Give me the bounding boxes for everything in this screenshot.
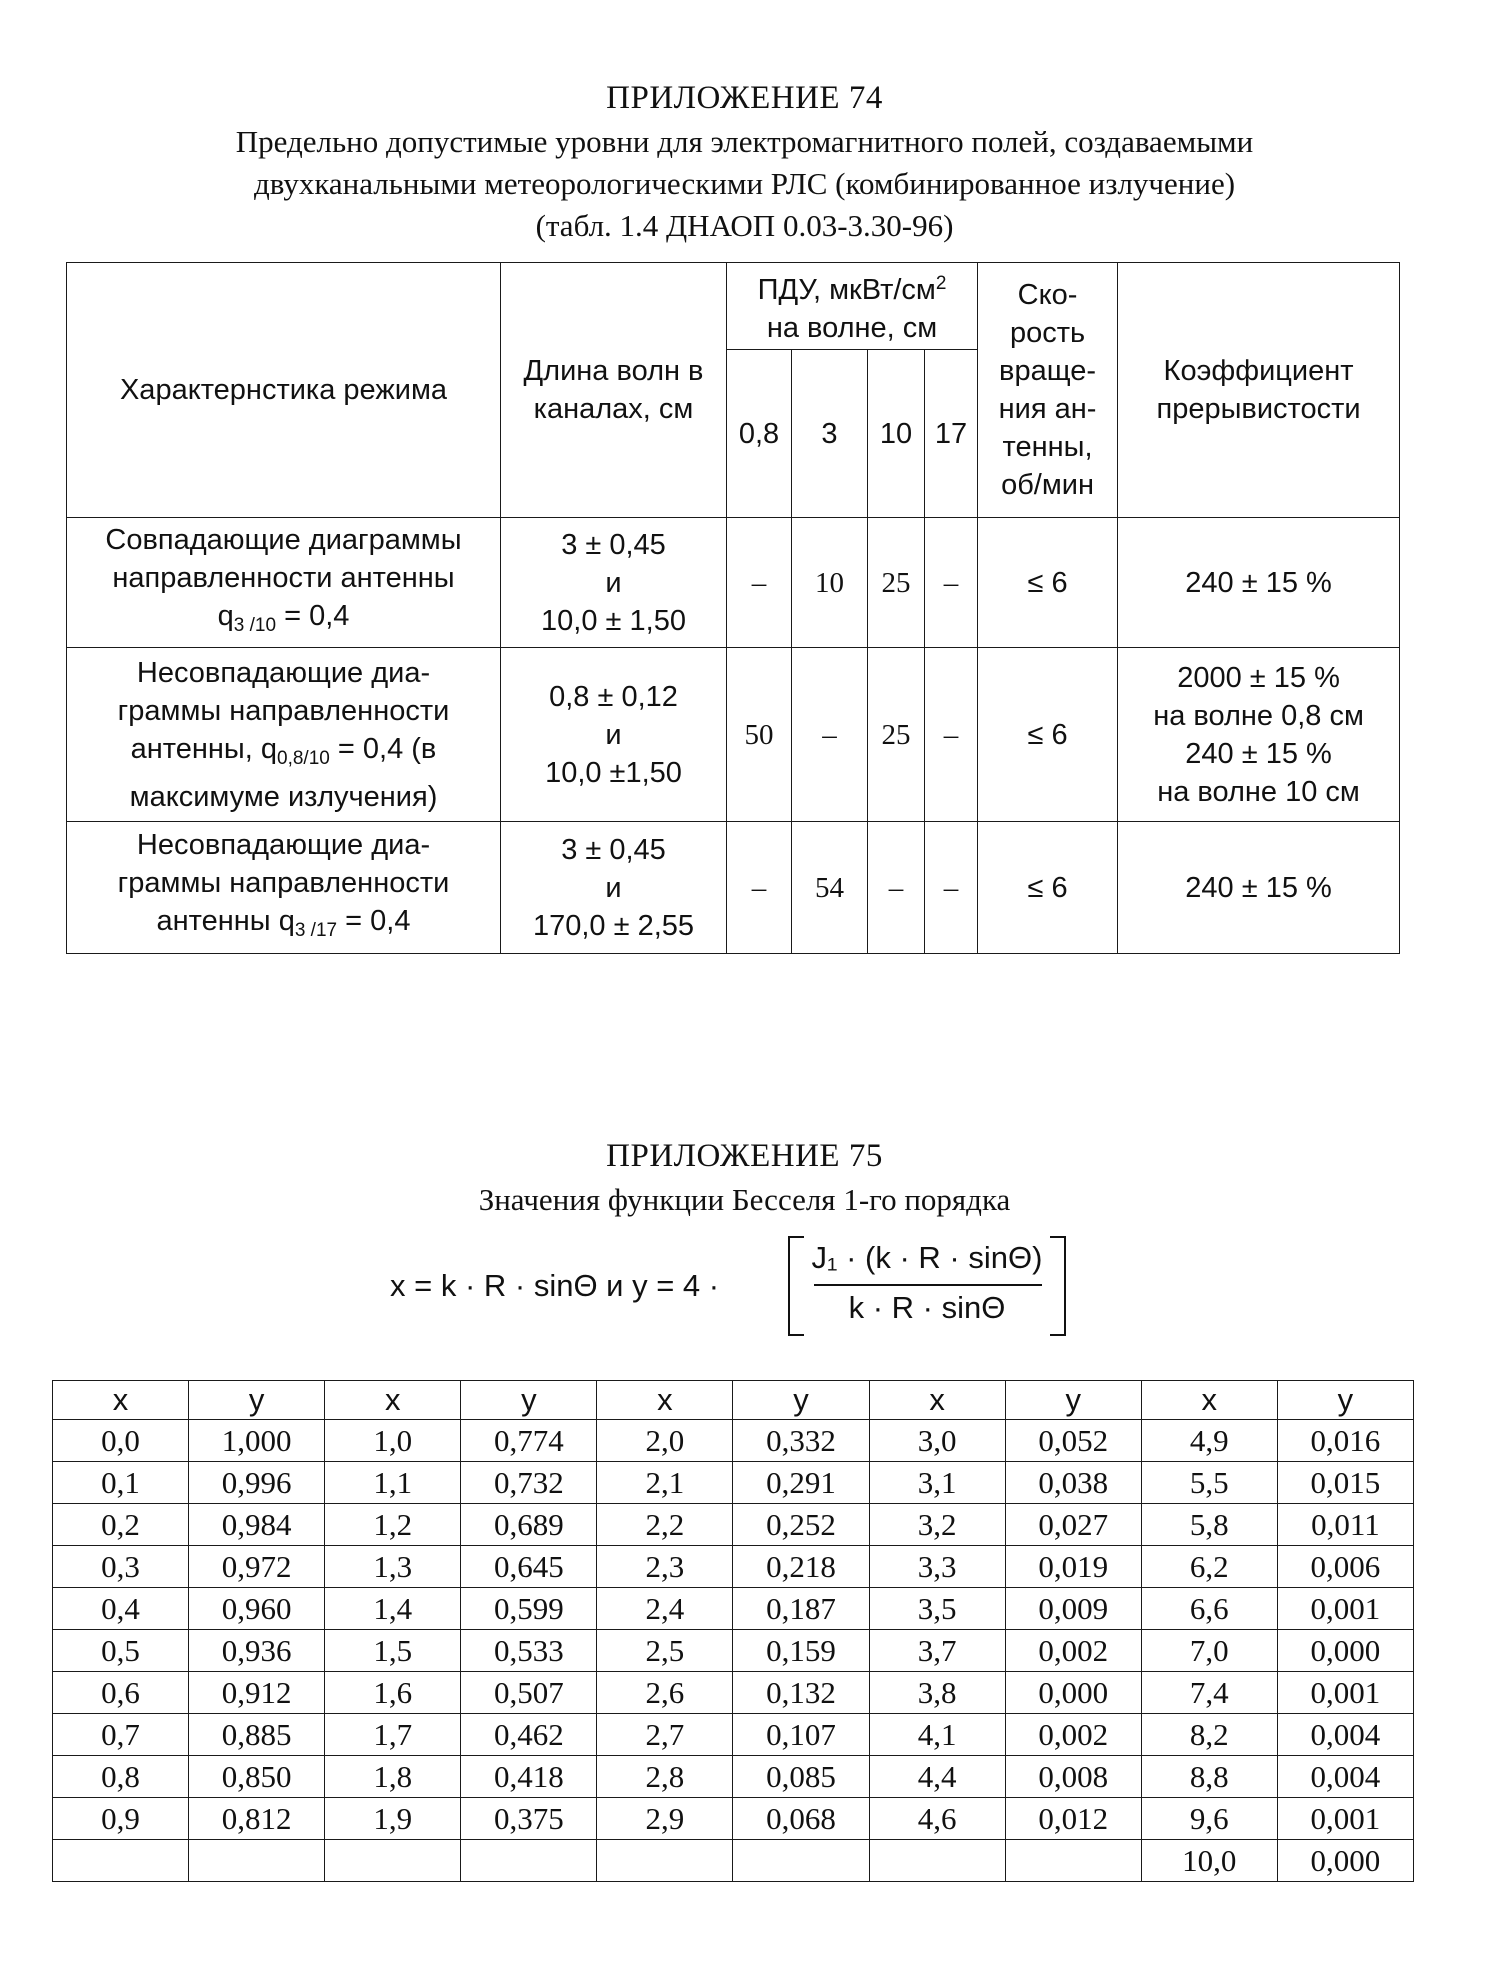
- table-cell: 6,2: [1141, 1546, 1277, 1588]
- table-cell: 1,9: [325, 1798, 461, 1840]
- speed-cell: ≤ 6: [978, 648, 1118, 822]
- header-mode: Характернстика режима: [67, 263, 501, 518]
- appendix-75-heading: ПРИЛОЖЕНИЕ 75: [606, 1138, 883, 1174]
- header-pdu-sup: 2: [935, 273, 947, 294]
- table-cell: 0,019: [1005, 1546, 1141, 1588]
- formula-right-bracket: [1050, 1236, 1066, 1336]
- table-row: [53, 1420, 1414, 1462]
- table-cell: 0,052: [1005, 1420, 1141, 1462]
- mode-q-sub: 3 /17: [294, 919, 338, 941]
- header-speed-line: об/мин: [1001, 469, 1095, 501]
- column-header-x: x: [869, 1381, 1005, 1420]
- header-wavelength: [501, 263, 727, 518]
- table-cell: 2,6: [597, 1672, 733, 1714]
- mode-q-value: = 0,4 (в: [329, 732, 437, 765]
- table-row: [53, 1840, 1414, 1882]
- table-cell: 0,008: [1005, 1756, 1141, 1798]
- table-cell: 0,375: [461, 1798, 597, 1840]
- column-header-x: x: [325, 1381, 461, 1420]
- table-cell: 3,3: [869, 1546, 1005, 1588]
- table-cell: 0,001: [1277, 1672, 1413, 1714]
- table-cell: 0,462: [461, 1714, 597, 1756]
- table-cell: [733, 1840, 869, 1882]
- coef-cell: [1118, 822, 1400, 954]
- wave-line: 170,0 ± 2,55: [532, 909, 695, 942]
- appendix-75-subtitle: Значения функции Бесселя 1-го порядка: [478, 1182, 1011, 1217]
- table-cell: 3,8: [869, 1672, 1005, 1714]
- header-pdu-col: 3: [792, 350, 868, 518]
- table-cell: 0,000: [1277, 1630, 1413, 1672]
- formula-fraction-bar: [814, 1284, 1042, 1286]
- table-cell: 0,000: [1277, 1840, 1413, 1882]
- table-cell: 0,9: [53, 1798, 189, 1840]
- pdu-cell: 25: [868, 648, 925, 822]
- mode-q-value: = 0,4: [337, 904, 411, 937]
- coef-line: на волне 0,8 см: [1153, 699, 1364, 732]
- wave-line: 0,8 ± 0,12: [549, 680, 678, 713]
- column-header-y: y: [1005, 1381, 1141, 1420]
- table-cell: 0,004: [1277, 1714, 1413, 1756]
- table-cell: 4,4: [869, 1756, 1005, 1798]
- pdu-cell: –: [925, 648, 978, 822]
- table-cell: 7,0: [1141, 1630, 1277, 1672]
- table-cell: 0,002: [1005, 1630, 1141, 1672]
- mode-q: антенны, q: [130, 732, 278, 765]
- coef-line: 240 ± 15 %: [1185, 737, 1332, 770]
- table-body: [53, 1420, 1414, 1882]
- formula-numerator: J₁ · (k · R · sinΘ): [811, 1240, 1043, 1275]
- table-cell: 8,8: [1141, 1756, 1277, 1798]
- table-cell: 2,1: [597, 1462, 733, 1504]
- header-wavelength-line: Длина волн в: [523, 355, 704, 387]
- table-cell: 0,689: [461, 1504, 597, 1546]
- table-cell: 0,012: [1005, 1798, 1141, 1840]
- table-cell: 2,3: [597, 1546, 733, 1588]
- table-cell: 0,1: [53, 1462, 189, 1504]
- table-cell: 0,885: [189, 1714, 325, 1756]
- header-pdu-unit: ПДУ, мкВт/см: [757, 274, 936, 306]
- header-coef-line: Коэффициент: [1163, 355, 1354, 387]
- header-pdu-col: 0,8: [727, 350, 792, 518]
- table-row: [53, 1546, 1414, 1588]
- table-cell: 0,850: [189, 1756, 325, 1798]
- pdu-cell: –: [868, 822, 925, 954]
- table-cell: 1,000: [189, 1420, 325, 1462]
- table-cell: 2,7: [597, 1714, 733, 1756]
- table-cell: 1,2: [325, 1504, 461, 1546]
- header-speed-line: тенны,: [1002, 431, 1093, 463]
- mode-cell: [67, 822, 501, 954]
- wavelength-cell: [501, 822, 727, 954]
- table-cell: 5,5: [1141, 1462, 1277, 1504]
- coef-cell: [1118, 518, 1400, 648]
- appendix-74-subtitle-line-2: двухканальными метеорологическими РЛС (комбинированное излучение): [253, 166, 1236, 201]
- table-cell: 0,004: [1277, 1756, 1413, 1798]
- table-cell: 5,8: [1141, 1504, 1277, 1546]
- table-cell: 0,252: [733, 1504, 869, 1546]
- header-pdu-col: 17: [925, 350, 978, 518]
- mode-line: граммы направленности: [117, 866, 450, 899]
- mode-line: Совпадающие диаграммы: [105, 523, 462, 556]
- table-cell: 0,774: [461, 1420, 597, 1462]
- table-cell: 0,068: [733, 1798, 869, 1840]
- table-cell: [1005, 1840, 1141, 1882]
- column-header-y: y: [1277, 1381, 1413, 1420]
- header-pdu-line-2: на волне, см: [766, 312, 938, 344]
- table-row: [53, 1630, 1414, 1672]
- table-row: [53, 1756, 1414, 1798]
- table-cell: 0,533: [461, 1630, 597, 1672]
- table-cell: 0,011: [1277, 1504, 1413, 1546]
- table-cell: 3,5: [869, 1588, 1005, 1630]
- table-cell: [189, 1840, 325, 1882]
- table-row: [67, 518, 1400, 648]
- header-speed-line: ния ан-: [998, 393, 1097, 425]
- column-header-y: y: [189, 1381, 325, 1420]
- table-cell: 0,418: [461, 1756, 597, 1798]
- table-cell: 0,8: [53, 1756, 189, 1798]
- table-cell: 6,6: [1141, 1588, 1277, 1630]
- mode-line: граммы направленности: [117, 694, 450, 727]
- table-cell: 2,5: [597, 1630, 733, 1672]
- column-header-x: x: [597, 1381, 733, 1420]
- coef-line: на волне 10 см: [1157, 775, 1360, 808]
- mode-cell: [67, 648, 501, 822]
- table-cell: 0,507: [461, 1672, 597, 1714]
- table-cell: 0,159: [733, 1630, 869, 1672]
- wave-line: 3 ± 0,45: [561, 528, 666, 561]
- table-cell: 10,0: [1141, 1840, 1277, 1882]
- formula-left-bracket: [788, 1236, 804, 1336]
- header-pdu: [727, 263, 978, 350]
- table-cell: 0,291: [733, 1462, 869, 1504]
- table-cell: 0,960: [189, 1588, 325, 1630]
- table-cell: 0,732: [461, 1462, 597, 1504]
- table-cell: [53, 1840, 189, 1882]
- table-cell: 1,5: [325, 1630, 461, 1672]
- wave-line: 10,0 ±1,50: [545, 756, 682, 789]
- pdu-cell: 54: [792, 822, 868, 954]
- table-cell: 0,332: [733, 1420, 869, 1462]
- pdu-cell: –: [727, 518, 792, 648]
- column-header-x: x: [53, 1381, 189, 1420]
- table-cell: 0,218: [733, 1546, 869, 1588]
- header-coef-line: прерывистости: [1156, 393, 1361, 425]
- table-cell: 1,7: [325, 1714, 461, 1756]
- table-cell: 0,972: [189, 1546, 325, 1588]
- table-cell: 1,8: [325, 1756, 461, 1798]
- table-cell: 0,936: [189, 1630, 325, 1672]
- table-row: [53, 1504, 1414, 1546]
- pdu-cell: –: [925, 518, 978, 648]
- speed-cell: ≤ 6: [978, 822, 1118, 954]
- mode-cell: [67, 518, 501, 648]
- pdu-cell: 10: [792, 518, 868, 648]
- table-cell: [597, 1840, 733, 1882]
- mode-q-sub: 0,8/10: [277, 747, 330, 769]
- speed-cell: ≤ 6: [978, 518, 1118, 648]
- table-cell: 0,001: [1277, 1588, 1413, 1630]
- header-speed-line: враще-: [999, 355, 1097, 387]
- header-speed-line: рость: [1009, 317, 1086, 349]
- table-cell: 1,6: [325, 1672, 461, 1714]
- mode-line: направленности антенны: [112, 561, 455, 594]
- table-cell: 0,107: [733, 1714, 869, 1756]
- table-cell: 8,2: [1141, 1714, 1277, 1756]
- table-row: [53, 1462, 1414, 1504]
- table-cell: 0,812: [189, 1798, 325, 1840]
- table-cell: 0,009: [1005, 1588, 1141, 1630]
- table-cell: 0,5: [53, 1630, 189, 1672]
- table-cell: 0,4: [53, 1588, 189, 1630]
- pdu-cell: 50: [727, 648, 792, 822]
- header-speed-line: Ско-: [1017, 279, 1078, 311]
- wave-line: и: [605, 718, 622, 751]
- wavelength-cell: [501, 518, 727, 648]
- table-cell: 0,3: [53, 1546, 189, 1588]
- table-row: [67, 822, 1400, 954]
- table-header-row: [53, 1381, 1414, 1420]
- table-cell: [325, 1840, 461, 1882]
- emf-limits-table: [66, 262, 1400, 954]
- table-cell: 1,3: [325, 1546, 461, 1588]
- wave-line: и: [605, 566, 622, 599]
- table-cell: 3,0: [869, 1420, 1005, 1462]
- formula-denominator: k · R · sinΘ: [848, 1290, 1006, 1325]
- table-cell: 2,8: [597, 1756, 733, 1798]
- header-coefficient: [1118, 263, 1400, 518]
- mode-q-sub: 3 /10: [233, 614, 277, 636]
- table-cell: 0,599: [461, 1588, 597, 1630]
- table-cell: 0,085: [733, 1756, 869, 1798]
- table-row: [53, 1798, 1414, 1840]
- mode-q: антенны q: [156, 904, 295, 937]
- table-cell: 0,000: [1005, 1672, 1141, 1714]
- pdu-cell: –: [792, 648, 868, 822]
- table-cell: [869, 1840, 1005, 1882]
- appendix-74-subtitle-line-1: Предельно допустимые уровни для электромагнитного полей, создаваемыми: [235, 124, 1254, 159]
- mode-q-line: [71, 730, 496, 778]
- mode-q-value: = 0,4: [276, 599, 350, 632]
- table-cell: 0,984: [189, 1504, 325, 1546]
- table-cell: 1,4: [325, 1588, 461, 1630]
- table-row: [53, 1714, 1414, 1756]
- coef-line: 2000 ± 15 %: [1177, 661, 1340, 694]
- mode-q-line: [71, 902, 496, 950]
- table-cell: 2,0: [597, 1420, 733, 1462]
- table-cell: 3,1: [869, 1462, 1005, 1504]
- table-row: [67, 648, 1400, 822]
- bessel-values-table: [52, 1380, 1414, 1882]
- table-cell: [461, 1840, 597, 1882]
- mode-q-line: [71, 597, 496, 645]
- table-cell: 1,0: [325, 1420, 461, 1462]
- table-cell: 7,4: [1141, 1672, 1277, 1714]
- pdu-cell: –: [727, 822, 792, 954]
- header-rotation-speed: [978, 263, 1118, 518]
- column-header-x: x: [1141, 1381, 1277, 1420]
- header-pdu-line-1: [731, 265, 973, 309]
- coef-cell: [1118, 648, 1400, 822]
- mode-line: максимуме излучения): [129, 780, 438, 813]
- coef-line: 240 ± 15 %: [1185, 566, 1332, 599]
- table-cell: 0,038: [1005, 1462, 1141, 1504]
- mode-line: Несовпадающие диа-: [136, 656, 431, 689]
- table-cell: 0,016: [1277, 1420, 1413, 1462]
- table-cell: 0,001: [1277, 1798, 1413, 1840]
- table-cell: 0,0: [53, 1420, 189, 1462]
- wavelength-cell: [501, 648, 727, 822]
- appendix-74-subtitle-line-3: (табл. 1.4 ДНАОП 0.03-3.30-96): [535, 208, 954, 243]
- pdu-cell: 25: [868, 518, 925, 648]
- header-wavelength-line: каналах, см: [533, 393, 694, 425]
- table-cell: 2,2: [597, 1504, 733, 1546]
- wave-line: и: [605, 871, 622, 904]
- column-header-y: y: [733, 1381, 869, 1420]
- mode-line: Несовпадающие диа-: [136, 828, 431, 861]
- table-cell: 0,645: [461, 1546, 597, 1588]
- table-cell: 1,1: [325, 1462, 461, 1504]
- table-cell: 0,027: [1005, 1504, 1141, 1546]
- table-cell: 2,9: [597, 1798, 733, 1840]
- table-cell: 0,7: [53, 1714, 189, 1756]
- column-header-y: y: [461, 1381, 597, 1420]
- table-cell: 0,187: [733, 1588, 869, 1630]
- table-cell: 2,4: [597, 1588, 733, 1630]
- header-pdu-col: 10: [868, 350, 925, 518]
- table-cell: 0,6: [53, 1672, 189, 1714]
- table-cell: 0,006: [1277, 1546, 1413, 1588]
- table-cell: 4,1: [869, 1714, 1005, 1756]
- formula-lhs: x = k · R · sinΘ и y = 4 ·: [390, 1268, 720, 1303]
- table-cell: 0,132: [733, 1672, 869, 1714]
- wave-line: 10,0 ± 1,50: [541, 604, 686, 637]
- table-cell: 9,6: [1141, 1798, 1277, 1840]
- table-cell: 3,7: [869, 1630, 1005, 1672]
- table-row: [53, 1672, 1414, 1714]
- table-row: [53, 1588, 1414, 1630]
- pdu-cell: –: [925, 822, 978, 954]
- table-cell: 3,2: [869, 1504, 1005, 1546]
- coef-line: 240 ± 15 %: [1185, 871, 1332, 904]
- table-cell: 4,6: [869, 1798, 1005, 1840]
- mode-q: q: [217, 599, 234, 632]
- table-cell: 0,015: [1277, 1462, 1413, 1504]
- table-cell: 0,996: [189, 1462, 325, 1504]
- table-cell: 0,2: [53, 1504, 189, 1546]
- appendix-74-heading: ПРИЛОЖЕНИЕ 74: [606, 80, 883, 116]
- wave-line: 3 ± 0,45: [561, 833, 666, 866]
- table-cell: 4,9: [1141, 1420, 1277, 1462]
- table-cell: 0,002: [1005, 1714, 1141, 1756]
- table-cell: 0,912: [189, 1672, 325, 1714]
